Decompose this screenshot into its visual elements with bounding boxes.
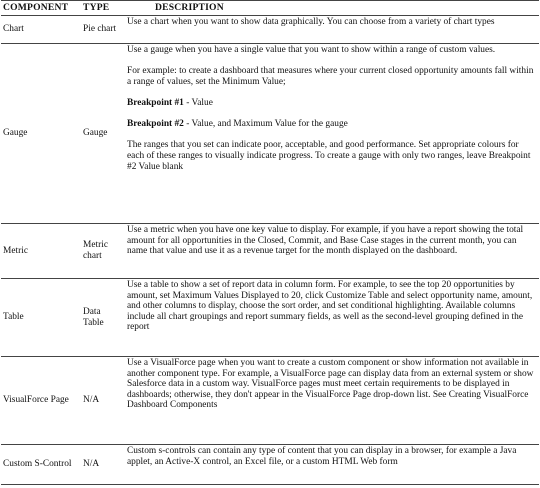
table-row [1, 16, 539, 44]
table-row [1, 224, 539, 279]
component-cell: Chart [1, 16, 81, 44]
table-row [1, 357, 539, 445]
table-row [1, 44, 539, 224]
description-text: Use a VisualForce page when you want to create a custom component or show information not available in another component type. For example, a VisualForce page can display data from an external system or show Salesforce data in a custom way. VisualForce pages must meet certain requirements to be displayed in dashboards; otherwise, they don't appear in the VisualForce Page drop-down list. See Creating VisualForce Dashboard Components [127, 358, 534, 411]
description-text: Use a chart when you want to show data graphically. You can choose from a variety of chart types [127, 17, 495, 27]
description-cell [125, 279, 539, 357]
description-cell [125, 357, 539, 445]
component-cell: VisualForce Page [1, 357, 81, 445]
description-text: The ranges that you set can indicate poor, acceptable, and good performance. Set appropriate colours for each of these ranges to visually indicate progress. To create a gauge with only two ranges, leave Breakpoint #2 Value blank [127, 140, 531, 172]
header-description: DESCRIPTION [125, 1, 539, 16]
description-text: Use a metric when you have one key value to display. For example, if you have a report showing the total amount for all opportunities in the Closed, Commit, and Base Case stages in the current month, you can name that value and use it as a revenue target for the month displayed on the dashboard. [127, 225, 524, 257]
type-cell: Pie chart [81, 16, 125, 44]
breakpoint-2-label: Breakpoint #2 [127, 119, 184, 130]
type-cell: Metric chart [81, 224, 125, 279]
header-type: TYPE [81, 1, 125, 16]
description-cell [125, 16, 539, 44]
description-cell [125, 445, 539, 485]
type-cell: N/A [81, 445, 125, 485]
type-cell: Gauge [81, 44, 125, 224]
type-cell: N/A [81, 357, 125, 445]
component-cell: Custom S-Control [1, 445, 81, 485]
breakpoint-1-label: Breakpoint #1 [127, 97, 184, 108]
table-row [1, 279, 539, 357]
component-cell: Metric [1, 224, 81, 279]
description-cell [125, 224, 539, 279]
table-row [1, 445, 539, 485]
type-cell: Data Table [81, 279, 125, 357]
description-cell [125, 44, 539, 224]
component-cell: Table [1, 279, 81, 357]
description-text: - Value [183, 97, 213, 108]
description-text: For example: to create a dashboard that measures where your current closed opportunity amounts fall within a range of values, set the Minimum Value; [127, 66, 534, 87]
header-component: COMPONENT [1, 1, 81, 16]
description-text: Use a table to show a set of report data in column form. For example, to see the top 20 opportunities by amount, set Maximum Values Displayed to 20, click Customize Table and select opportunity name, amount, and other columns to display, choose the sort order, and set conditional highlighting. Available columns include all chart groupings and report summary fields, as well as the second-level grouping defined in the report [127, 280, 533, 333]
component-table [1, 0, 539, 485]
table-header-row [1, 1, 539, 16]
description-text: Custom s-controls can contain any type of content that you can display in a browser, for example a Java applet, an Active-X control, an Excel file, or a custom HTML Web form [127, 446, 517, 467]
description-text: Use a gauge when you have a single value that you want to show within a range of custom values. [127, 45, 496, 55]
component-cell: Gauge [1, 44, 81, 224]
description-text: - Value, and Maximum Value for the gauge [183, 119, 348, 130]
